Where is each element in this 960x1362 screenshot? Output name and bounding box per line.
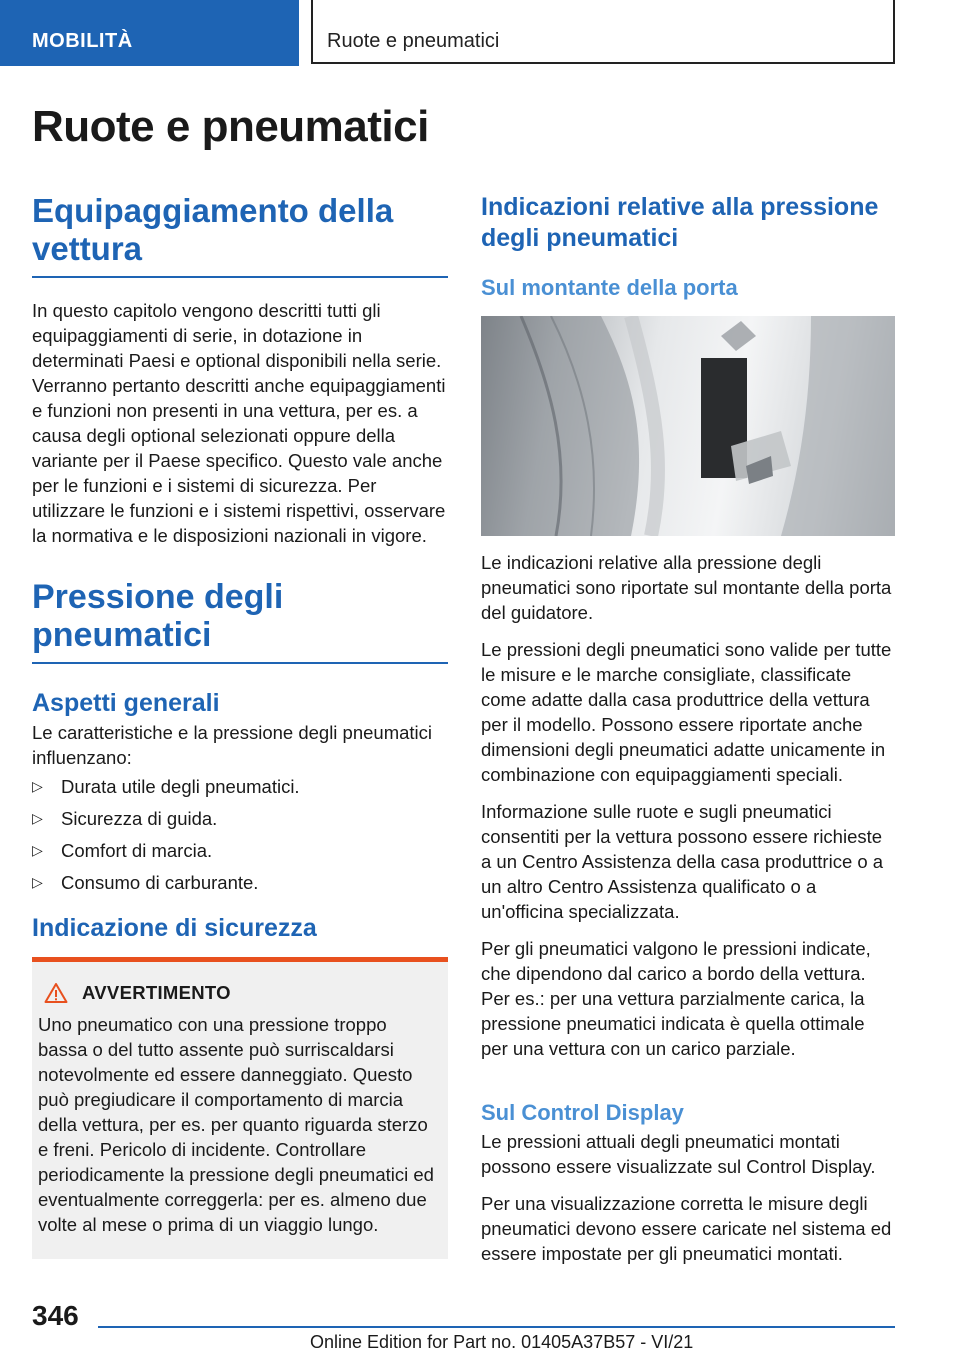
page-title: Ruote e pneumatici bbox=[32, 102, 429, 151]
triangle-bullet-icon: ▷ bbox=[32, 842, 43, 858]
paragraph-1: Le indicazioni relative alla pressione degli pneumatici sono riportate sul montante della porta del guidatore. bbox=[481, 552, 892, 623]
triangle-bullet-icon: ▷ bbox=[32, 778, 43, 794]
door-pillar-photo bbox=[481, 316, 895, 536]
section-header: Ruote e pneumatici bbox=[311, 0, 895, 64]
bullet-list bbox=[32, 774, 448, 895]
right-column bbox=[481, 192, 895, 1266]
paragraph-equipaggiamento: In questo capitolo vengono descritti tutti gli equipaggiamenti di serie, in dotazione in determinati Paesi e optional disponibili nella serie. Verranno pertanto descritti anche equipaggiamenti e funzioni non presenti in una vettura, per es. a causa degli optional selezionati oppure della variante per il Paese specifico. Questo vale anche per le funzioni e i sistemi di sicurezza. Per utilizzare le funzioni e i sistemi rispettivi, osservare la normativa e le disposizioni nazionali in vigore. bbox=[32, 300, 446, 546]
heading-equipaggiamento: Equipaggiamento della vettura bbox=[32, 192, 448, 278]
paragraph-2: Le pressioni degli pneumatici sono valide per tutte le misure e le marche consigliate, classificate come adatte dalla casa produttrice della vettura per il modello. Possono essere riportate anche dimensioni degli pneumatici adatte unicamente in combinazione con equipaggiamenti speciali. bbox=[481, 639, 892, 785]
list-item: ▷ Comfort di marcia. bbox=[32, 840, 213, 861]
chapter-tab: MOBILITÀ bbox=[0, 0, 299, 66]
triangle-bullet-icon: ▷ bbox=[32, 874, 43, 890]
paragraph-4: Per gli pneumatici valgono le pressioni indicate, che dipendono dal carico a bordo della vettura. Per es.: per una vettura parzialmente carica, la pressione pneumatici indicata è quella ottimale per una vettura con un carico parziale. bbox=[481, 938, 871, 1059]
triangle-bullet-icon: ▷ bbox=[32, 810, 43, 826]
footer-divider bbox=[98, 1326, 895, 1328]
heading-control-display: Sul Control Display bbox=[481, 1100, 684, 1125]
paragraph-aspetti: Le caratteristiche e la pressione degli pneumatici influenzano: bbox=[32, 722, 433, 768]
list-item: ▷ Consumo di carburante. bbox=[32, 872, 259, 893]
warning-title: AVVERTIMENTO bbox=[82, 982, 231, 1003]
paragraph-5: Le pressioni attuali degli pneumatici montati possono essere visualizzate sul Control Display. bbox=[481, 1131, 876, 1177]
heading-montante: Sul montante della porta bbox=[481, 275, 738, 300]
heading-aspetti-generali: Aspetti generali bbox=[32, 689, 220, 717]
paragraph-3: Informazione sulle ruote e sugli pneumatici consentiti per la vettura possono essere richieste a un Centro Assistenza della casa produttrice o a un altro Centro Assistenza qualificato o a un'officina specializzata. bbox=[481, 801, 884, 922]
warning-box bbox=[32, 957, 448, 1259]
paragraph-6: Per una visualizzazione corretta le misure degli pneumatici devono essere caricate nel sistema ed essere impostate per gli pneumatici montati. bbox=[481, 1193, 892, 1264]
heading-sicurezza: Indicazione di sicurezza bbox=[32, 914, 317, 942]
heading-pressione: Pressione degli pneumatici bbox=[32, 578, 448, 664]
footer-edition: Online Edition for Part no. 01405A37B57 - VI/21 bbox=[310, 1332, 694, 1352]
list-item: ▷ Durata utile degli pneumatici. bbox=[32, 776, 300, 797]
heading-indicazioni: Indicazioni relative alla pressione degli pneumatici bbox=[481, 193, 879, 252]
list-item: ▷ Sicurezza di guida. bbox=[32, 808, 218, 829]
warning-text: Uno pneumatico con una pressione troppo bassa o del tutto assente può surriscaldarsi notevolmente ed essere danneggiato. Questo può pregiudicare il comportamento di marcia della vettura, per es. per quanto riguarda sterzo e freni. Pericolo di incidente. Controllare periodicamente la pressione degli pneumatici ed eventualmente correggerla: per es. almeno due volte al mese o prima di un viaggio lungo. bbox=[38, 1014, 434, 1235]
page-number: 346 bbox=[32, 1300, 79, 1331]
left-column bbox=[32, 192, 448, 1259]
warning-triangle-icon bbox=[44, 982, 68, 1004]
